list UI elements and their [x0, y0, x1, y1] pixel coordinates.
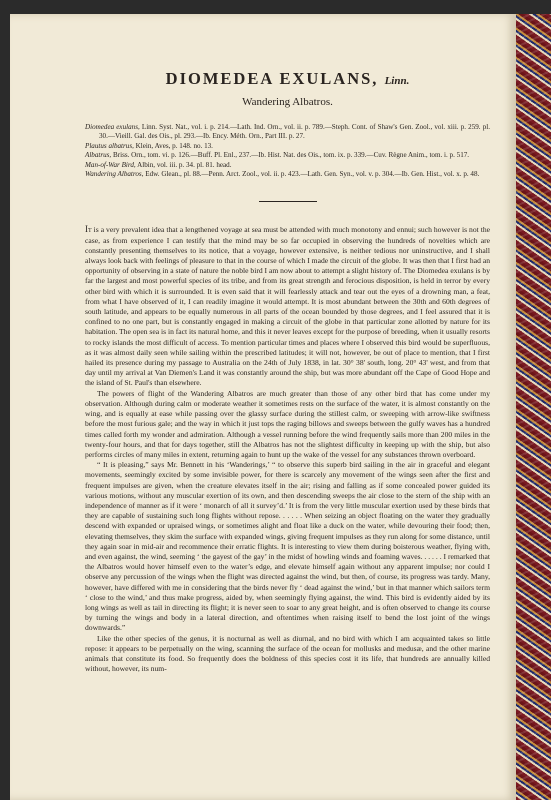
- synonym-entry: [85, 170, 490, 179]
- paragraph-1-text: is a very prevalent idea that a lengthened voyage at sea must be attended with much monotony and ennui; such however is not the case, as from experience I can testify that the mind may be so far occupied in observing the hundreds of novelties which are constantly presenting themselves to its notice, that a voyage, however extensive, is neither tedious nor uninstructive, and I shall always look back with feelings of pleasure to that in the course of which I made the circuit of the globe. It was then that I first had an opportunity of observing in a state of nature the noble bird I am now about to attempt a slight history of. The Diomedea exulans is by far the largest and most powerful species of its tribe, and from its great strength and ferocious disposition, is held in terror by every other bird with which it is surrounded. It is even said that it will fearlessly attack and tear out the eyes of a drowning man, a feat, from what I have observed of it, I can readily imagine it would attempt. It is most abundant between the 30th and 60th degrees of south latitude, and appears to be equally numerous in all parts of the ocean bounded by those degrees, and I feel assured that it is confined to no one part, but is constantly engaged in making a circuit of the globe in that particular zone allotted by nature for its habitation. The open sea is in fact its natural home, and this it never leaves except for the purpose of breeding, when it usually resorts to rocky islands the most difficult of access. To mention particular times and places where I observed this bird would be superfluous, as it was almost daily seen while sailing within the prescribed latitudes; it will not, however, be out of place to mention, that I first hailed its presence during my passage to Australia on the 24th of July 1838, in lat. 30° 38' south, long. 20° 43' west, and from that day until my arrival at Van Diemen's Land it was constantly around the ship, but was more abundant off the Cape of Good Hope and the island of St. Paul's than elsewhere.: [85, 225, 490, 388]
- synonym-entry: [85, 142, 490, 151]
- synonym-refs: Edw. Glean., pl. 88.—Penn. Arct. Zool., vol. ii. p. 423.—Lath. Gen. Syn., vol. v. p. 304.—Ib. Gen. Hist., vol. x. p. 48.: [145, 170, 480, 179]
- synonym-refs: Albin, vol. iii. p. 34. pl. 81. head.: [137, 160, 232, 169]
- book-page: [10, 14, 516, 800]
- species-name: DIOMEDEA EXULANS,: [165, 69, 379, 88]
- common-name: Wandering Albatros.: [242, 96, 333, 108]
- synonym-name: Albatrus,: [85, 151, 112, 160]
- opening-word: It: [85, 224, 92, 235]
- synonym-refs: Linn. Syst. Nat., vol. i. p. 214.—Lath. Ind. Orn., vol. ii. p. 789.—Steph. Cont. of Shaw's Gen. Zool., vol. xiii. p. 259. pl. 30.—Vieill. Gal. des Ois., pl. 293.—Ib. Ency. Méth. Orn., Part III. p. 27.: [99, 123, 490, 141]
- marbled-book-edge: [516, 14, 551, 800]
- synonym-refs: Klein, Aves, p. 148. no. 13.: [135, 141, 213, 150]
- page-content: [85, 69, 490, 674]
- section-divider: [259, 201, 317, 202]
- synonym-name: Diomedea exulans,: [85, 123, 140, 131]
- synonym-refs: Briss. Orn., tom. vi. p. 126.—Buff. Pl. Enl., 237.—Ib. Hist. Nat. des Ois., tom. ix. p. 339.—Cuv. Règne Anim., tom. i. p. 517.: [113, 151, 470, 160]
- paragraph-2: The powers of flight of the Wandering Albatros are much greater than those of any other bird that has come under my observation. Although during calm or moderate weather it sometimes rests on the surface of the water, it is almost constantly on the wing, and is equally at ease while passing over the glassy surface during the stillest calm, or sweeping with arrow-like swiftness before the most furious gale; and the way in which it just tops the raging billows and sweeps between the gulfy waves has a hundred times called forth my wonder and admiration. Although a vessel running before the wind frequently sails more than 200 miles in the twenty-four hours, and that for days together, still the Albatros has not the slightest difficulty in keeping up with the ship, but also performs circles of many miles in extent, returning again to hunt up the wake of the vessel for any substances thrown overboard.: [85, 388, 490, 459]
- paragraph-1: [85, 224, 490, 388]
- bennett-quotation: “ It is pleasing,” says Mr. Bennett in his ‘Wanderings,’ “ to observe this superb bird sailing in the air in graceful and elegant movements, seemingly excited by some invisible power, for there is scarcely any movement of the wings seen after the first and frequent impulses are given, when the creature elevates itself in the air; rising and falling as if some concealed power guided its various motions, without any muscular exertion of its own, and then descending sweeps the air close to the stern of the ship with an independence of manner as if it were ‘ monarch of all it survey’d.’ It is from the very little muscular exertion used by these birds that they are capable of sustaining such long flights without repose. . . . . . When seizing an object floating on the water they gradually descend with expanded or upraised wings, or sometimes alight and float like a duck on the water, while devouring their food; then, elevating themselves, they skim the surface with expanded wings, giving frequent impulses as they run along for some distance, until they again soar in mid-air and recommence their erratic flights. It is interesting to view them during boisterous weather, flying with, and even against, the wind, seeming ‘ the gayest of the gay’ in the midst of howling winds and foaming waves. . . . . . I remarked that the Albatros would hover himself even to the water’s edge, and elevate himself again without any apparent impulse; nor could I observe any percussion of the wings when the flight was directed against the wind, but then, of course, its progress was tardy. Many, however, have differed with me in considering that the birds never fly ‘ dead against the wind,’ but in that manner which sailors term ‘ close to the wind,’ and thus make progress, aided by, when seemingly flying against, the wind. This bird is evidently aided by its long wings as well as tail in directing its flight; it is never seen to soar to any great height, and is often observed to change its course by turning the wings and body in a lateral direction, and oftentimes when raising itself to bend the lost joint of the wings downwards.”: [85, 460, 490, 633]
- synonym-entry: [85, 161, 490, 170]
- paragraph-3: Like the other species of the genus, it is nocturnal as well as diurnal, and no bird with which I am acquainted takes so little repose: it appears to be perpetually on the wing, scanning the surface of the ocean for mollusks and medusæ, and the other marine animals that constitute its food. So frequently does the boldness of this species cost it its life, that hundreds are annually killed without, however, its num-: [85, 633, 490, 674]
- synonym-name: Man-of-War Bird,: [85, 160, 136, 169]
- synonym-name: Plautus albatrus,: [85, 141, 134, 150]
- species-title: [85, 69, 490, 91]
- body-text: [85, 224, 490, 674]
- species-authority: Linn.: [384, 75, 410, 87]
- synonym-name: Wandering Albatros,: [85, 170, 144, 179]
- synonymy-list: [85, 123, 490, 179]
- synonym-entry: [85, 123, 490, 142]
- synonym-entry: [85, 151, 490, 160]
